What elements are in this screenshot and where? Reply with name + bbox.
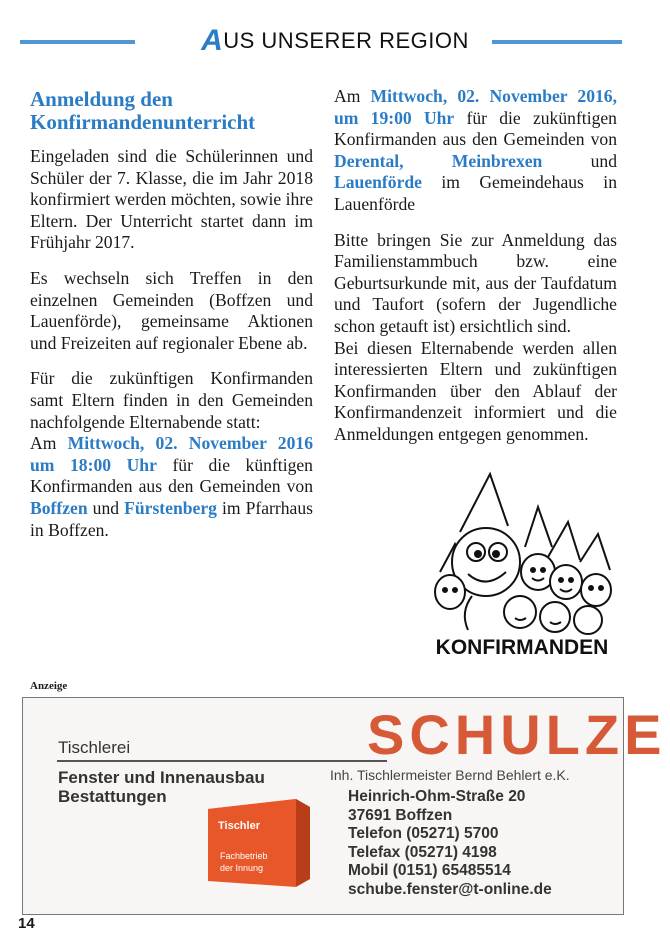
article-right-column <box>334 86 617 460</box>
ad-mobile: Mobil (0151) 65485514 <box>348 862 511 879</box>
ad-street: Heinrich-Ohm-Straße 20 <box>348 788 526 805</box>
section-title <box>0 24 670 58</box>
date-highlight: Mittwoch, 02. November 2016 um 18:00 Uhr <box>30 433 313 475</box>
ad-logo: SCHULZE <box>367 703 667 766</box>
cube-line-2: der Innung <box>220 863 264 873</box>
paragraph-lauenfoerde-meeting <box>334 86 617 216</box>
cube-line-1: Fachbetrieb <box>220 851 268 861</box>
place-highlight: Derental, Meinbrexen <box>334 150 543 171</box>
advertisement-schulze <box>22 697 667 915</box>
text: für die zukünftigen Konfirmanden aus den Gemeinden von <box>334 107 617 150</box>
page-number: 14 <box>18 915 35 932</box>
ad-email: schube.fenster@t-online.de <box>348 880 552 898</box>
text: für die künftigen Konfirmanden aus den Gemeinden von <box>30 454 313 497</box>
text: im Gemeindehaus in Lauenförde <box>334 172 617 214</box>
paragraph-documents: Bitte bringen Sie zur Anmeldung das Familienstammbuch bzw. eine Geburtsurkunde mit, aus der Taufdatum und Taufort (sofern der Jugendliche schon getauft ist) ersichtlich sind. <box>334 229 617 336</box>
section-title-initial: A <box>201 24 224 57</box>
ad-city: 37691 Boffzen <box>348 806 453 824</box>
place-highlight: Lauenförde <box>334 172 422 193</box>
ad-fax: Telefax (05271) 4198 <box>348 843 497 861</box>
ad-service-1: Fenster und Innenausbau <box>58 768 265 787</box>
place-highlight: Boffzen <box>30 497 88 518</box>
ad-service-2: Bestattungen <box>58 787 167 806</box>
ad-phone: Telefon (05271) 5700 <box>348 825 499 842</box>
cube-title: Tischler <box>218 820 260 832</box>
article-heading: Anmeldung den Konfirmandenunterricht <box>30 87 256 134</box>
text: und <box>542 150 617 171</box>
ad-contact-block <box>348 788 552 899</box>
date-highlight: Mittwoch, 02. November 2016, um 19:00 Uhr <box>334 86 617 128</box>
paragraph-info: Bei diesen Elternabende werden allen interessierten Eltern und zukünftigen Konfirmanden über den Ablauf der Konfirmandenzeit informiert und die Anmeldungen entgegen genommen. <box>334 337 617 444</box>
cartoon-caption: KONFIRMANDEN <box>435 636 609 659</box>
ad-trade: Tischlerei <box>58 738 131 757</box>
text: im Pfarrhaus in Boffzen. <box>30 497 314 540</box>
text: Am <box>334 86 371 106</box>
ad-label: Anzeige <box>30 680 68 692</box>
paragraph-parent-evenings: Für die zukünftigen Konfirmanden samt Eltern finden in den Gemeinden nachfolgende Elternabende statt: <box>30 368 313 432</box>
paragraph-invitation: Eingeladen sind die Schülerinnen und Schüler der 7. Klasse, die im Jahr 2018 konfirmiert werden möchten, sowie ihre Eltern. Der Unterricht startet dann im Frühjahr 2017. <box>30 146 313 253</box>
section-title-rest: US UNSERER REGION <box>223 28 469 53</box>
paragraph-boffzen-meeting <box>30 433 313 541</box>
ad-owner: Inh. Tischlermeister Bernd Behlert e.K. <box>330 767 570 783</box>
text: und <box>87 497 125 518</box>
guild-cube-logo <box>198 795 314 891</box>
place-highlight: Fürstenberg <box>124 497 217 518</box>
paragraph-meetings: Es wechseln sich Treffen in den einzelnen Gemeinden (Boffzen und Lauenförde), gemeinsame Aktionen und Freizeiten auf regionaler Ebene ab. <box>30 267 313 353</box>
text: Am <box>30 433 68 454</box>
confirmands-cartoon-illustration <box>420 462 625 662</box>
ad-rule <box>57 760 387 762</box>
article-left-column <box>30 88 313 555</box>
